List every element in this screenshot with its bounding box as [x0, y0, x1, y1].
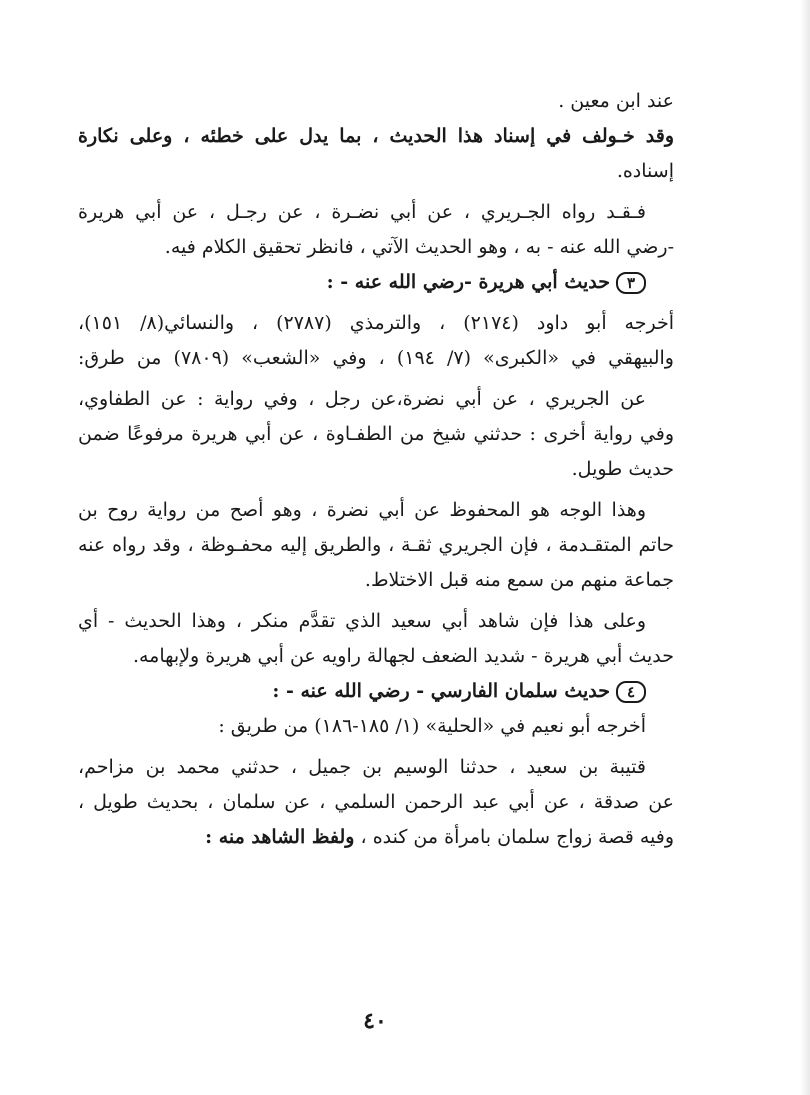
- text-line: حاتم المتقـدمة ، فإن الجريري ثقـة ، والطريق إليه محفـوظة ، وقد رواه عنه: [78, 534, 674, 556]
- section-title: حديث سلمان الفارسي - رضي الله عنه - :: [272, 680, 610, 702]
- text-fragment-bold: ولفظ الشاهد منه :: [205, 826, 355, 848]
- text-line: أخرجه أبو نعيم في «الحلية» (١/ ١٨٥-١٨٦) من طريق :: [218, 715, 646, 737]
- page-number: ٤٠: [363, 1008, 387, 1034]
- scan-edge: [800, 0, 810, 1095]
- section-title: حديث أبي هريرة -رضي الله عنه - :: [326, 271, 610, 293]
- text-line: وعلى هذا فإن شاهد أبي سعيد الذي تقدَّم منكر ، وهذا الحديث - أي: [78, 610, 646, 632]
- text-line: حديث أبي هريرة - شديد الضعف لجهالة راويه عن أبي هريرة ولإبهامه.: [132, 645, 674, 667]
- text-line: حديث طويل.: [571, 458, 674, 480]
- text-line: وفي رواية أخرى : حدثني شيخ من الطفـاوة ، عن أبي هريرة مرفوعًا ضمن: [78, 423, 674, 445]
- section-heading-4: [78, 674, 674, 709]
- text-line: عن الجريري ، عن أبي نضرة،عن رجل ، وفي رواية : عن الطفاوي،: [78, 388, 646, 410]
- text-line: إسناده.: [616, 160, 674, 182]
- text-line: فـقـد رواه الجـريري ، عن أبي نضـرة ، عن رجـل ، عن أبي هريرة: [78, 201, 646, 223]
- body-text: [78, 84, 674, 855]
- section-number-badge: ٤: [616, 681, 646, 703]
- text-line: جماعة منهم من سمع منه قبل الاختلاط.: [364, 569, 674, 591]
- text-line: قتيبة بن سعيد ، حدثنا الوسيم بن جميل ، حدثني محمد بن مزاحم،: [78, 756, 646, 778]
- text-line: والبيهقي في «الكبرى» (٧/ ١٩٤) ، وفي «الشعب» (٧٨٠٩) من طرق:: [78, 347, 674, 369]
- section-number-badge: ٣: [616, 272, 646, 294]
- text-line: أخرجه أبو داود (٢١٧٤) ، والترمذي (٢٧٨٧) ، والنسائي(٨/ ١٥١)،: [78, 312, 674, 334]
- text-line: وهذا الوجه هو المحفوظ عن أبي نضرة ، وهو أصح من رواية روح بن: [78, 499, 646, 521]
- section-heading-3: [78, 265, 674, 300]
- text-line: عن صدقة ، عن أبي عبد الرحمن السلمي ، عن سلمان ، بحديث طويل ،: [78, 791, 674, 813]
- text-line: وقد خـولف في إسناد هذا الحديث ، بما يدل على خطئه ، وعلى نكارة: [78, 125, 674, 147]
- text-line: [78, 820, 674, 855]
- text-line: عند ابن معين .: [558, 90, 674, 112]
- text-fragment: وفيه قصة زواج سلمان بامرأة من كنده ،: [360, 826, 674, 848]
- text-line: -رضي الله عنه - به ، وهو الحديث الآتي ، فانظر تحقيق الكلام فيه.: [164, 236, 674, 258]
